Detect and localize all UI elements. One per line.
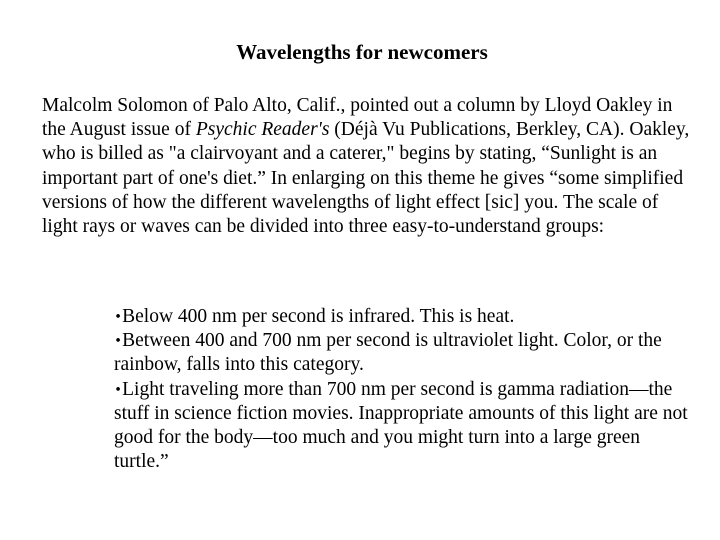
intro-text-part-2: (Déjà Vu Publications, Berkley, CA). Oakley, who is billed as "a clairvoyant and a caterer," begins by stating, “Sunlight is an important part of one's diet.” In enlarging on this theme he gives “some simplified versions of how the different wavelengths of light effect [sic] you. The scale of light rays or waves can be divided into three easy-to-understand groups: bbox=[42, 119, 690, 238]
publication-title: Psychic Reader's bbox=[195, 119, 330, 141]
list-item-text: Below 400 nm per second is infrared. This is heat. bbox=[122, 306, 515, 327]
slide-title: Wavelengths for newcomers bbox=[236, 40, 488, 64]
list-item bbox=[114, 378, 694, 475]
list-item bbox=[114, 305, 694, 329]
bullet-dot-icon: ∙ bbox=[114, 333, 123, 349]
intro-text-part-1: Malcolm Solomon of Palo Alto, Calif., pointed out a column by Lloyd Oakley in the August issue of bbox=[42, 95, 673, 141]
bullet-dot-icon: ∙ bbox=[114, 381, 123, 397]
list-item-text: Light traveling more than 700 nm per second is gamma radiation—the stuff in science fiction movies. Inappropriate amounts of this light are not good for the body—too much and you might turn into a large green turtle.” bbox=[114, 378, 688, 473]
wavelength-groups-list bbox=[114, 305, 694, 474]
bullet-dot-icon: ∙ bbox=[114, 309, 123, 324]
intro-paragraph bbox=[42, 94, 692, 239]
list-item bbox=[114, 329, 694, 377]
list-item-text: Between 400 and 700 nm per second is ultraviolet light. Color, or the rainbow, falls into this category. bbox=[114, 330, 662, 376]
